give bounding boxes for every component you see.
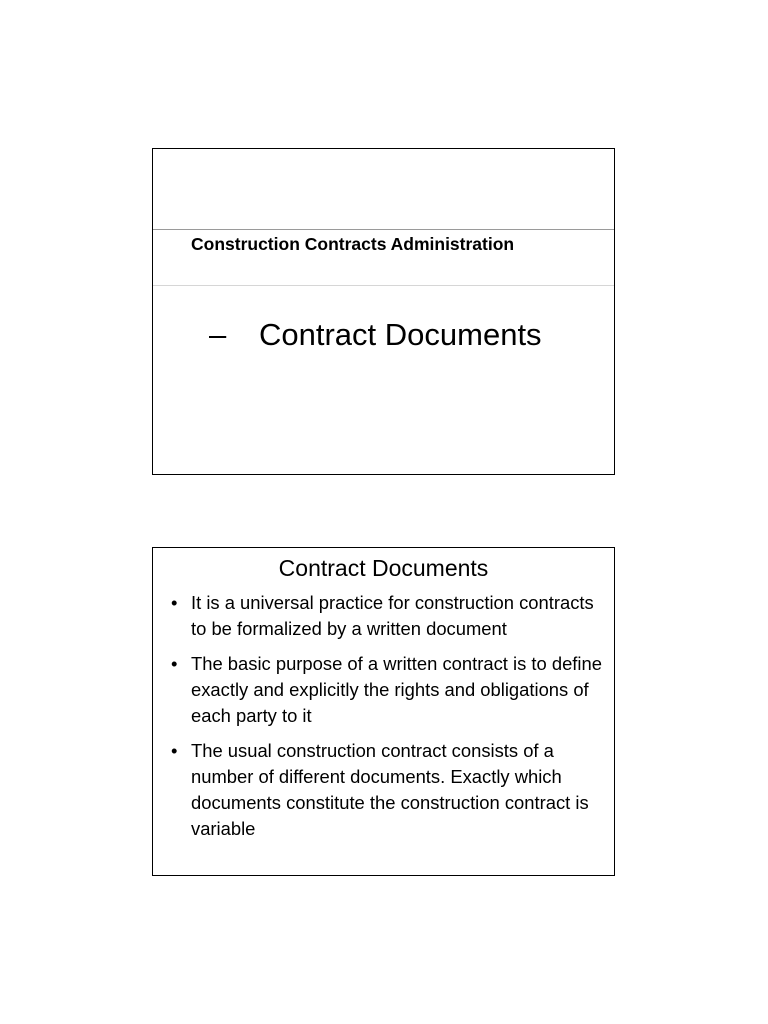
slide-1-heading: Construction Contracts Administration xyxy=(191,234,515,254)
slide-2 xyxy=(152,547,615,876)
slide-1-subtitle xyxy=(209,317,542,353)
list-item xyxy=(171,590,604,642)
bullet-icon: • xyxy=(171,740,178,761)
bullet-icon: • xyxy=(171,592,178,613)
list-item xyxy=(171,738,604,842)
bullet-text: The usual construction contract consists of a number of different documents. Exactly which documents constitute the construction contract is variable xyxy=(191,740,589,839)
bullet-list xyxy=(171,590,604,851)
subtitle-dash: – xyxy=(209,317,227,352)
bullet-text: The basic purpose of a written contract is to define exactly and explicitly the rights and obligations of each party to it xyxy=(191,653,602,726)
slide-1 xyxy=(152,148,615,475)
subtitle-text: Contract Documents xyxy=(259,317,542,352)
bullet-text: It is a universal practice for construction contracts to be formalized by a written document xyxy=(191,592,594,639)
list-item xyxy=(171,651,604,729)
slide-2-title: Contract Documents xyxy=(278,555,489,581)
bullet-icon: • xyxy=(171,653,178,674)
